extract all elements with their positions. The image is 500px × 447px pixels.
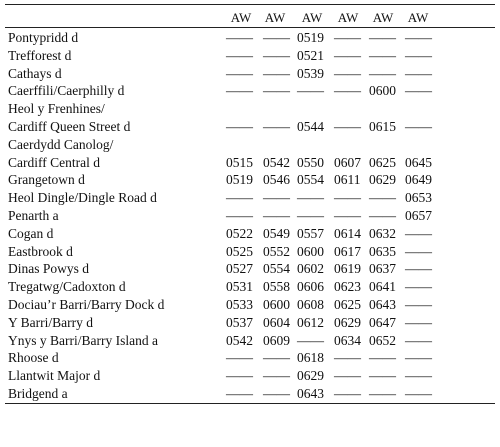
table-row <box>5 118 495 136</box>
table-row <box>5 349 495 367</box>
operator-header: AW <box>337 10 359 25</box>
departure-time: —— <box>334 83 361 99</box>
departure-time: 0531 <box>226 279 253 295</box>
departure-time: —— <box>334 65 361 81</box>
station-name: Penarth a <box>8 207 59 223</box>
departure-time: —— <box>334 207 361 223</box>
departure-time: —— <box>369 207 396 223</box>
station-name: Llantwit Major d <box>8 368 101 384</box>
departure-time: 0653 <box>405 190 432 206</box>
station-name: Eastbrook d <box>8 243 73 259</box>
departure-time: —— <box>226 83 253 99</box>
departure-time: 0546 <box>263 172 290 188</box>
departure-time: 0611 <box>334 172 361 188</box>
departure-time: —— <box>405 296 432 312</box>
station-name: Grangetown d <box>8 172 85 188</box>
operator-header: AW <box>407 10 429 25</box>
departure-time: —— <box>263 83 290 99</box>
departure-time: 0643 <box>297 385 324 401</box>
departure-time: —— <box>405 261 432 277</box>
departure-time: —— <box>405 350 432 366</box>
station-name: Caerffili/Caerphilly d <box>8 83 125 99</box>
table-row <box>5 367 495 385</box>
departure-time: —— <box>369 65 396 81</box>
departure-time: —— <box>405 83 432 99</box>
departure-time: 0542 <box>226 332 253 348</box>
station-name: Pontypridd d <box>8 30 79 45</box>
departure-time: —— <box>405 368 432 384</box>
operator-header: AW <box>372 10 394 25</box>
departure-time: —— <box>334 385 361 401</box>
departure-time: 0604 <box>263 314 290 330</box>
timetable-body <box>5 29 495 403</box>
departure-time: —— <box>369 368 396 384</box>
operator-header-row <box>5 8 495 28</box>
table-row <box>5 260 495 278</box>
departure-time: 0641 <box>369 279 396 295</box>
departure-time: 0625 <box>369 154 396 170</box>
station-name: Dinas Powys d <box>8 261 90 277</box>
departure-time: 0606 <box>297 279 324 295</box>
departure-time: —— <box>334 350 361 366</box>
table-row <box>5 332 495 350</box>
departure-time: —— <box>334 190 361 206</box>
departure-time: 0607 <box>334 154 361 170</box>
departure-time: 0554 <box>297 172 324 188</box>
table-row <box>5 154 495 172</box>
departure-time: —— <box>263 190 290 206</box>
station-name: Trefforest d <box>8 47 72 63</box>
station-name: Cardiff Central d <box>8 154 100 170</box>
station-name: Bridgend a <box>8 385 68 401</box>
departure-time: —— <box>263 65 290 81</box>
departure-time: —— <box>226 65 253 81</box>
departure-time: —— <box>369 190 396 206</box>
station-name: Cogan d <box>8 225 54 241</box>
departure-time: —— <box>405 314 432 330</box>
departure-time: —— <box>405 65 432 81</box>
departure-time: 0525 <box>226 243 253 259</box>
table-row <box>5 65 495 83</box>
departure-time: —— <box>369 30 396 45</box>
departure-time: 0554 <box>263 261 290 277</box>
table-row <box>5 243 495 261</box>
departure-time: 0558 <box>263 279 290 295</box>
operator-header: AW <box>264 10 286 25</box>
departure-time: —— <box>263 207 290 223</box>
table-row <box>5 100 495 118</box>
departure-time: —— <box>369 47 396 63</box>
departure-time: 0600 <box>297 243 324 259</box>
table-row <box>5 82 495 100</box>
departure-time: —— <box>297 83 324 99</box>
departure-time: 0612 <box>297 314 324 330</box>
departure-time: 0608 <box>297 296 324 312</box>
departure-time: 0652 <box>369 332 396 348</box>
departure-time: 0647 <box>369 314 396 330</box>
departure-time: 0539 <box>297 65 324 81</box>
station-name: Y Barri/Barry d <box>8 314 93 330</box>
departure-time: —— <box>226 118 253 134</box>
departure-time: 0533 <box>226 296 253 312</box>
departure-time: —— <box>226 350 253 366</box>
departure-time: —— <box>297 207 324 223</box>
departure-time: 0602 <box>297 261 324 277</box>
station-name: Ynys y Barri/Barry Island a <box>8 332 158 348</box>
departure-time: 0600 <box>263 296 290 312</box>
departure-time: —— <box>405 279 432 295</box>
departure-time: —— <box>297 190 324 206</box>
departure-time: 0629 <box>297 368 324 384</box>
departure-time: —— <box>263 350 290 366</box>
departure-time: —— <box>226 30 253 45</box>
departure-time: —— <box>369 385 396 401</box>
station-name: Tregatwg/Cadoxton d <box>8 279 126 295</box>
departure-time: —— <box>226 368 253 384</box>
departure-time: 0542 <box>263 154 290 170</box>
departure-time: 0522 <box>226 225 253 241</box>
departure-time: 0625 <box>334 296 361 312</box>
departure-time: —— <box>334 368 361 384</box>
departure-time: —— <box>297 332 324 348</box>
departure-time: 0527 <box>226 261 253 277</box>
departure-time: 0521 <box>297 47 324 63</box>
departure-time: 0619 <box>334 261 361 277</box>
departure-time: 0618 <box>297 350 324 366</box>
departure-time: 0537 <box>226 314 253 330</box>
table-row <box>5 225 495 243</box>
station-name: Cardiff Queen Street d <box>8 118 131 134</box>
departure-time: —— <box>405 118 432 134</box>
station-name: Heol Dingle/Dingle Road d <box>8 190 157 206</box>
departure-time: —— <box>405 243 432 259</box>
departure-time: 0623 <box>334 279 361 295</box>
departure-time: —— <box>405 385 432 401</box>
departure-time: 0649 <box>405 172 432 188</box>
station-name: Cathays d <box>8 65 62 81</box>
table-row <box>5 136 495 154</box>
departure-time: —— <box>226 190 253 206</box>
departure-time: 0629 <box>369 172 396 188</box>
departure-time: 0544 <box>297 118 324 134</box>
departure-time: —— <box>263 385 290 401</box>
departure-time: —— <box>263 118 290 134</box>
departure-time: —— <box>263 30 290 45</box>
departure-time: —— <box>226 47 253 63</box>
departure-time: —— <box>334 30 361 45</box>
departure-time: —— <box>226 207 253 223</box>
station-name: Rhoose d <box>8 350 59 366</box>
table-row <box>5 314 495 332</box>
departure-time: 0550 <box>297 154 324 170</box>
departure-time: 0657 <box>405 207 432 223</box>
table-row <box>5 189 495 207</box>
departure-time: 0557 <box>297 225 324 241</box>
departure-time: 0515 <box>226 154 253 170</box>
departure-time: 0600 <box>369 83 396 99</box>
table-row <box>5 171 495 189</box>
operator-header: AW <box>230 10 252 25</box>
departure-time: 0635 <box>369 243 396 259</box>
departure-time: 0629 <box>334 314 361 330</box>
departure-time: 0615 <box>369 118 396 134</box>
station-name: Heol y Frenhines/ <box>8 101 105 117</box>
departure-time: —— <box>405 225 432 241</box>
departure-time: —— <box>334 118 361 134</box>
table-row <box>5 47 495 65</box>
departure-time: 0643 <box>369 296 396 312</box>
table-row <box>5 29 495 47</box>
table-row <box>5 278 495 296</box>
departure-time: —— <box>405 332 432 348</box>
departure-time: 0645 <box>405 154 432 170</box>
departure-time: —— <box>369 350 396 366</box>
departure-time: —— <box>263 47 290 63</box>
departure-time: —— <box>405 47 432 63</box>
departure-time: 0609 <box>263 332 290 348</box>
table-row <box>5 207 495 225</box>
operator-header: AW <box>301 10 323 25</box>
departure-time: 0614 <box>334 225 361 241</box>
departure-time: —— <box>226 385 253 401</box>
departure-time: 0632 <box>369 225 396 241</box>
departure-time: —— <box>405 30 432 45</box>
station-name: Dociau’r Barri/Barry Dock d <box>8 296 165 312</box>
station-name: Caerdydd Canolog/ <box>8 136 114 152</box>
departure-time: 0519 <box>297 30 324 45</box>
departure-time: 0637 <box>369 261 396 277</box>
timetable <box>5 4 495 404</box>
departure-time: 0634 <box>334 332 361 348</box>
departure-time: —— <box>334 47 361 63</box>
departure-time: 0549 <box>263 225 290 241</box>
table-row <box>5 385 495 403</box>
departure-time: 0617 <box>334 243 361 259</box>
departure-time: —— <box>263 368 290 384</box>
table-row <box>5 296 495 314</box>
departure-time: 0552 <box>263 243 290 259</box>
departure-time: 0519 <box>226 172 253 188</box>
